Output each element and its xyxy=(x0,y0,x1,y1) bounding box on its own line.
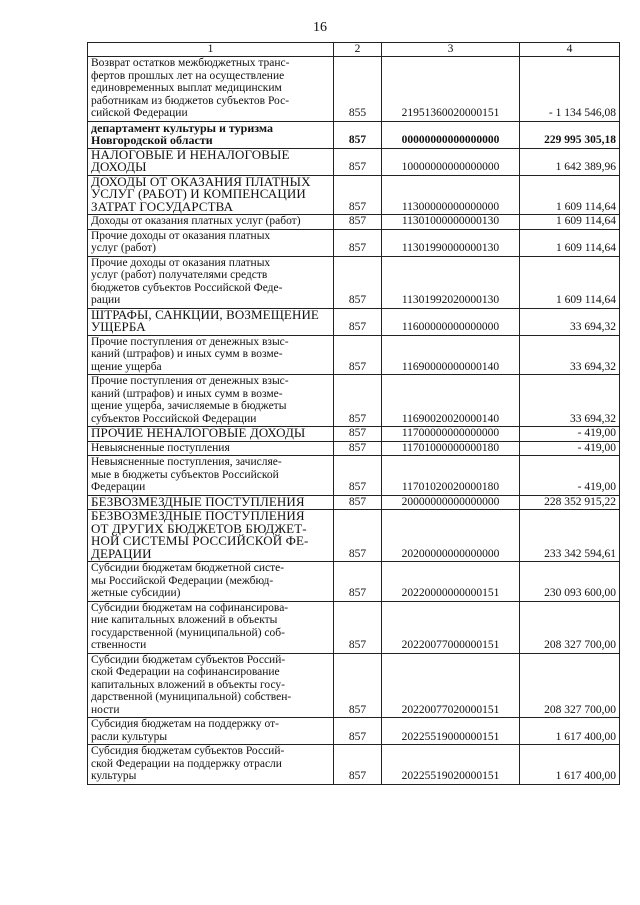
row-name-cell xyxy=(88,215,334,230)
row-name-line: Субсидия бюджетам на поддержку от- xyxy=(91,718,280,730)
row-amount-cell: 208 327 700,00 xyxy=(520,601,620,653)
row-name-line: мые в бюджеты субъектов Российской xyxy=(91,468,279,481)
row-name-line: БЕЗВОЗМЕЗДНЫЕ ПОСТУПЛЕНИЯ xyxy=(91,508,305,523)
row-name-line: ЗАТРАТ ГОСУДАРСТВА xyxy=(91,198,234,214)
row-kbk-cell: 10000000000000000 xyxy=(382,148,520,175)
column-header-kbk: 3 xyxy=(382,43,520,57)
row-name-cell xyxy=(88,427,334,442)
page-number: 16 xyxy=(313,20,327,35)
row-name-line: ОТ ДРУГИХ БЮДЖЕТОВ БЮДЖЕТ- xyxy=(91,520,307,536)
row-name-line: культуры xyxy=(91,770,137,782)
row-code-cell: 857 xyxy=(334,256,382,308)
row-amount-cell: 33 694,32 xyxy=(520,335,620,375)
row-name-line: субъектов Российской Федерации xyxy=(91,412,257,425)
table-row xyxy=(88,427,620,442)
row-name-line: щение ущерба xyxy=(91,360,162,373)
row-name-cell xyxy=(88,441,334,456)
row-kbk-cell: 11690020020000140 xyxy=(382,375,520,427)
row-name-cell xyxy=(88,175,334,215)
row-name-line: НАЛОГОВЫЕ И НЕНАЛОГОВЫЕ xyxy=(91,146,290,162)
row-kbk-cell: 11700000000000000 xyxy=(382,427,520,442)
column-header-code: 2 xyxy=(334,43,382,57)
row-name-line: Возврат остатков межбюджетных транс- xyxy=(91,57,290,69)
row-code-cell: 855 xyxy=(334,57,382,122)
row-kbk-cell: 20220000000000151 xyxy=(382,562,520,602)
row-kbk-cell: 11701000000000180 xyxy=(382,441,520,456)
row-kbk-cell: 11301992020000130 xyxy=(382,256,520,308)
row-kbk-cell: 00000000000000000 xyxy=(382,121,520,148)
row-amount-cell: - 419,00 xyxy=(520,441,620,456)
table-row xyxy=(88,229,620,256)
row-name-cell xyxy=(88,375,334,427)
revenue-table xyxy=(87,42,620,785)
table-row xyxy=(88,562,620,602)
table-row xyxy=(88,456,620,496)
row-name-line: рации xyxy=(91,294,121,306)
row-code-cell: 857 xyxy=(334,335,382,375)
table-row xyxy=(88,148,620,175)
row-kbk-cell: 11701020020000180 xyxy=(382,456,520,496)
table-row xyxy=(88,175,620,215)
row-code-cell: 857 xyxy=(334,175,382,215)
row-kbk-cell: 11690000000000140 xyxy=(382,335,520,375)
table-row xyxy=(88,308,620,335)
row-name-line: ДОХОДЫ xyxy=(91,159,147,174)
row-name-cell xyxy=(88,148,334,175)
row-amount-cell: 230 093 600,00 xyxy=(520,562,620,602)
row-name-line: мы Российской Федерации (межбюд- xyxy=(91,574,274,587)
row-kbk-cell: 11301000000000130 xyxy=(382,215,520,230)
row-name-line: ДЕРАЦИИ xyxy=(91,545,152,561)
row-name-line: ности xyxy=(91,703,120,716)
row-kbk-cell: 20220077020000151 xyxy=(382,653,520,718)
row-name-line: дарственной (муниципальной) собствен- xyxy=(91,691,292,703)
row-amount-cell: 233 342 594,61 xyxy=(520,510,620,562)
row-kbk-cell: 11300000000000000 xyxy=(382,175,520,215)
row-code-cell: 857 xyxy=(334,229,382,256)
table-header-row xyxy=(88,43,620,57)
row-code-cell: 857 xyxy=(334,215,382,230)
row-amount-cell: - 1 134 546,08 xyxy=(520,57,620,122)
row-name-line: Прочие доходы от оказания платных xyxy=(91,229,271,242)
column-header-name: 1 xyxy=(88,43,334,57)
row-name-cell xyxy=(88,335,334,375)
row-name-line: каний (штрафов) и иных сумм в возме- xyxy=(91,387,283,400)
row-amount-cell: 208 327 700,00 xyxy=(520,653,620,718)
row-name-cell xyxy=(88,745,334,785)
row-amount-cell: 228 352 915,22 xyxy=(520,495,620,510)
row-name-line: фертов прошлых лет на осуществление xyxy=(91,69,285,82)
table-row xyxy=(88,57,620,122)
table-row xyxy=(88,375,620,427)
row-name-line: Субсидия бюджетам субъектов Россий- xyxy=(91,745,285,757)
row-name-line: БЕЗВОЗМЕЗДНЫЕ ПОСТУПЛЕНИЯ xyxy=(91,493,305,509)
table-row xyxy=(88,653,620,718)
row-name-line: Невыясненные поступления xyxy=(91,441,230,454)
row-name-line: УСЛУГ (РАБОТ) И КОМПЕНСАЦИИ xyxy=(91,186,306,201)
table-row xyxy=(88,441,620,456)
row-kbk-cell: 20225519020000151 xyxy=(382,745,520,785)
row-code-cell: 857 xyxy=(334,427,382,442)
row-name-line: щение ущерба, зачисляемые в бюджеты xyxy=(91,400,287,412)
row-name-line: бюджетов субъектов Российской Феде- xyxy=(91,281,283,294)
row-name-cell xyxy=(88,229,334,256)
row-name-line: ДОХОДЫ ОТ ОКАЗАНИЯ ПЛАТНЫХ xyxy=(91,173,311,189)
row-name-line: расли культуры xyxy=(91,730,168,743)
row-name-line: Невыясненные поступления, зачисляе- xyxy=(91,456,282,468)
row-name-line: ние капитальных вложений в объекты xyxy=(91,614,278,626)
row-amount-cell: 1 617 400,00 xyxy=(520,745,620,785)
row-code-cell: 857 xyxy=(334,148,382,175)
table-row xyxy=(88,335,620,375)
row-amount-cell: 1 609 114,64 xyxy=(520,215,620,230)
row-kbk-cell: 21951360020000151 xyxy=(382,57,520,122)
row-name-cell xyxy=(88,601,334,653)
row-name-cell xyxy=(88,256,334,308)
row-kbk-cell: 11600000000000000 xyxy=(382,308,520,335)
row-amount-cell: 33 694,32 xyxy=(520,308,620,335)
row-kbk-cell: 11301990000000130 xyxy=(382,229,520,256)
row-name-line: Новгородской области xyxy=(91,133,213,147)
row-name-line: каний (штрафов) и иных сумм в возме- xyxy=(91,348,283,360)
row-name-line: работникам из бюджетов субъектов Рос- xyxy=(91,94,290,107)
row-kbk-cell: 20200000000000000 xyxy=(382,510,520,562)
row-name-line: ской Федерации на софинансирование xyxy=(91,666,280,678)
row-name-line: Прочие поступления от денежных взыс- xyxy=(91,375,289,387)
row-name-line: Федерации xyxy=(91,481,146,493)
row-code-cell: 857 xyxy=(334,653,382,718)
row-kbk-cell: 20220077000000151 xyxy=(382,601,520,653)
row-code-cell: 857 xyxy=(334,121,382,148)
row-code-cell: 857 xyxy=(334,456,382,496)
row-amount-cell: 1 609 114,64 xyxy=(520,175,620,215)
row-name-line: услуг (работ) xyxy=(91,242,156,254)
row-code-cell: 857 xyxy=(334,510,382,562)
row-name-cell xyxy=(88,121,334,148)
table-row xyxy=(88,601,620,653)
row-code-cell: 857 xyxy=(334,308,382,335)
row-amount-cell: 1 609 114,64 xyxy=(520,229,620,256)
row-amount-cell: 229 995 305,18 xyxy=(520,121,620,148)
table-body xyxy=(88,57,620,785)
column-header-amount: 4 xyxy=(520,43,620,57)
row-name-cell xyxy=(88,510,334,562)
row-code-cell: 857 xyxy=(334,495,382,510)
row-name-line: сийской Федерации xyxy=(91,107,188,119)
row-name-line: Субсидии бюджетам бюджетной систе- xyxy=(91,562,285,574)
row-name-cell xyxy=(88,57,334,122)
table-row xyxy=(88,718,620,745)
row-name-cell xyxy=(88,456,334,496)
row-amount-cell: - 419,00 xyxy=(520,456,620,496)
row-kbk-cell: 20225519000000151 xyxy=(382,718,520,745)
row-name-line: государственной (муниципальной) соб- xyxy=(91,626,285,639)
row-name-line: ПРОЧИЕ НЕНАЛОГОВЫЕ ДОХОДЫ xyxy=(91,425,306,440)
row-name-line: услуг (работ) получателями средств xyxy=(91,269,268,281)
table-row xyxy=(88,745,620,785)
row-name-cell xyxy=(88,562,334,602)
row-amount-cell: 1 617 400,00 xyxy=(520,718,620,745)
row-name-cell xyxy=(88,308,334,335)
row-name-line: Субсидии бюджетам субъектов Россий- xyxy=(91,653,286,666)
row-name-line: ской Федерации на поддержку отрасли xyxy=(91,757,282,770)
row-kbk-cell: 20000000000000000 xyxy=(382,495,520,510)
row-code-cell: 857 xyxy=(334,718,382,745)
row-name-line: ственности xyxy=(91,639,147,651)
row-name-line: НОЙ СИСТЕМЫ РОССИЙСКОЙ ФЕ- xyxy=(91,533,309,548)
row-name-line: департамент культуры и туризма xyxy=(91,120,274,135)
row-name-line: капитальных вложений в объекты госу- xyxy=(91,678,285,691)
row-code-cell: 857 xyxy=(334,441,382,456)
row-amount-cell: 1 642 389,96 xyxy=(520,148,620,175)
table-row xyxy=(88,121,620,148)
row-name-line: Субсидии бюджетам на софинансирова- xyxy=(91,601,289,614)
row-name-line: Доходы от оказания платных услуг (работ) xyxy=(91,215,301,227)
row-name-line: ШТРАФЫ, САНКЦИИ, ВОЗМЕЩЕНИЕ xyxy=(91,306,319,322)
row-name-line: единовременных выплат медицинским xyxy=(91,82,282,94)
row-name-cell xyxy=(88,718,334,745)
row-amount-cell: 1 609 114,64 xyxy=(520,256,620,308)
row-code-cell: 857 xyxy=(334,601,382,653)
row-code-cell: 857 xyxy=(334,375,382,427)
row-name-line: УЩЕРБА xyxy=(91,319,146,334)
row-name-cell xyxy=(88,653,334,718)
row-code-cell: 857 xyxy=(334,562,382,602)
table-row xyxy=(88,256,620,308)
row-amount-cell: - 419,00 xyxy=(520,427,620,442)
table-row xyxy=(88,510,620,562)
row-name-line: Прочие поступления от денежных взыс- xyxy=(91,335,289,348)
table-row xyxy=(88,215,620,230)
row-name-line: Прочие доходы от оказания платных xyxy=(91,256,271,269)
row-amount-cell: 33 694,32 xyxy=(520,375,620,427)
row-name-line: жетные субсидии) xyxy=(91,587,181,599)
row-code-cell: 857 xyxy=(334,745,382,785)
